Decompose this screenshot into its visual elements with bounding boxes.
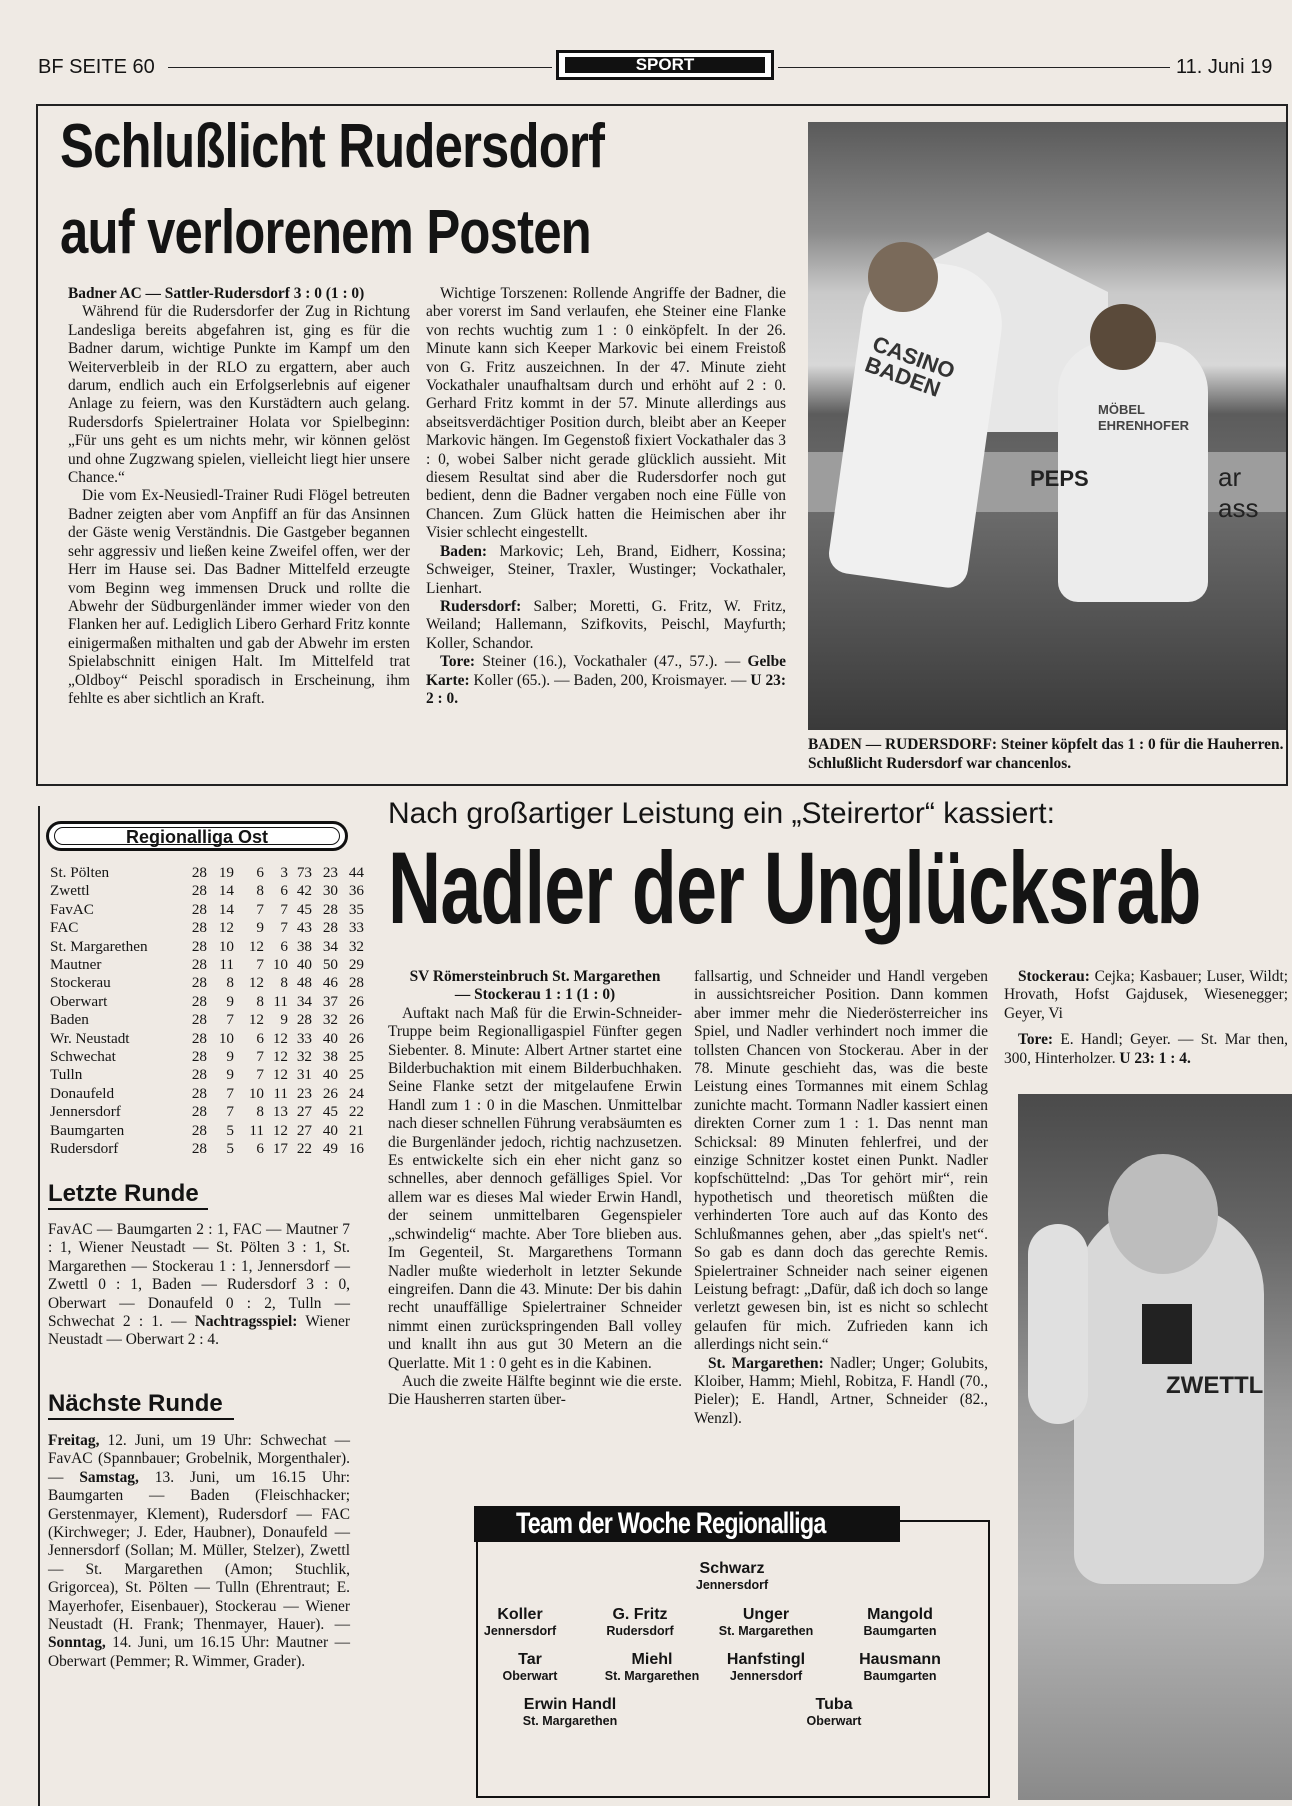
match-line-2: — Stockerau 1 : 1 (1 : 0) [454, 986, 616, 1004]
table-row [50, 1140, 364, 1158]
player-head [1108, 1154, 1218, 1274]
table-cell: 7 [226, 1084, 234, 1102]
lineup-stockerau: Cejka; Kasbauer; Luser, Wildt; Hrovath, Hofst Gajdusek, Wiesenegger; Geyer, Vi [1004, 968, 1288, 1022]
table-cell: 11 [249, 1121, 264, 1139]
player-name: Miehl [631, 1651, 673, 1668]
player-1-head [868, 242, 938, 312]
table-cell: 23 [322, 864, 338, 881]
table-cell: 28 [191, 919, 207, 937]
team-player [825, 1651, 975, 1684]
table-cell: 12 [248, 1011, 264, 1029]
yellow-card: Koller (65.). — Baden, 200, Kroismayer. — [473, 671, 747, 689]
player-2-head [1090, 304, 1156, 370]
table-cell: 28 [191, 1029, 207, 1047]
next-round-title: Nächste Runde [48, 1390, 234, 1420]
team-name: Jennersdorf [50, 1103, 121, 1121]
table-cell: 50 [322, 956, 338, 973]
table-cell: 6 [280, 882, 288, 900]
table-cell: 28 [191, 1048, 207, 1065]
rescheduled-label: Nachtragsspiel: [194, 1313, 298, 1331]
table-cell: 38 [296, 937, 312, 955]
fixtures-saturday: 13. Juni, um 16.15 Uhr: Baumgarten — Baden (Fleischhacker; Gerstenmayer, Klement), Rudersdorf — FAC (Kirchweger; J. Eder, Haubner), Donaufeld — Jennersdorf (Sollan; M. Müller, Stelzer), Zwettl — St. Margarethen (Amon; Stuchlik, Grigorcea), St. Pölten — Tulln (Ehrentraut; E. Mayerhofer, Eisenbauer), Stockerau — Wiener Neustadt (H. Frank; Thenmayer, Hauer). — [48, 1468, 350, 1634]
table-cell: 11 [273, 1084, 288, 1102]
table-cell: 17 [272, 1140, 288, 1157]
table-cell: 16 [348, 1140, 364, 1157]
goals-label: Tore: [440, 653, 476, 671]
table-row [50, 956, 364, 974]
team-name: Wr. Neustadt [50, 1029, 130, 1047]
table-cell: 12 [248, 937, 264, 955]
team-name: Oberwart [50, 992, 108, 1010]
table-cell: 23 [296, 1084, 312, 1102]
player-name: Tar [518, 1651, 542, 1668]
table-cell: 7 [280, 919, 288, 937]
table-cell: 35 [348, 900, 364, 918]
next-round-schedule [48, 1432, 350, 1671]
team-name: Baumgarten [50, 1121, 125, 1139]
table-cell: 25 [348, 1048, 364, 1065]
table-cell: 10 [218, 937, 234, 955]
paragraph: Die vom Ex-Neusiedl-Trainer Rudi Flögel betreuten Badner zeigten aber vom Anpfiff an für das Ansinnen der Gäste wenig Verständnis. Die Gastgeber begannen sehr aggressiv und ließen keine Zweifel offen, wer der Herr im Hause sei. Das Badner Mittelfeld erzeugte vom Beginn weg immensen Druck und rollte die Abwehr der Südburgenländer immer wieder von den Flanken her auf. Lediglich Libero Gerhard Fritz konnte einigermaßen mithalten und gab der Abwehr im ersten Spielabschnitt einigen Halt. Im Mittelfeld trat „Oldboy“ Peischl sporadisch in Erscheinung, ihm fehlte es aber sichtlich an Kraft. [68, 487, 410, 707]
table-cell: 12 [248, 974, 264, 992]
table-cell: 26 [348, 1029, 364, 1047]
fixtures-sunday: 14. Juni, um 16.15 Uhr: Mautner — Oberwart (Pemmer; R. Wimmer, Grader). [48, 1634, 350, 1670]
table-cell: 28 [191, 1084, 207, 1102]
shirt-text-2: MÖBEL EHRENHOFER [1098, 402, 1190, 433]
table-cell: 49 [322, 1140, 338, 1157]
last-round-text: FavAC — Baumgarten 2 : 1, FAC — Mautner 7 : 1, Wiener Neustadt — St. Pölten 3 : 1, St. Margarethen — Stockerau 1 : 1, Jennersdorf — Zwettl 0 : 1, Baden — Rudersdorf 3 : 0, Oberwart — Donaufeld 0 : 2, Tulln — Schwechat 2 : 1. — [48, 1221, 350, 1331]
match-result: Badner AC — Sattler-Rudersdorf 3 : 0 (1 : 0) [68, 285, 365, 302]
table-row [50, 919, 364, 937]
page-number: BF SEITE 60 [38, 56, 155, 78]
table-cell: 9 [226, 1048, 234, 1065]
table-cell: 28 [322, 919, 338, 937]
table-cell: 27 [296, 1121, 312, 1139]
team-name: St. Pölten [50, 864, 110, 881]
table-cell: 6 [256, 1029, 264, 1047]
table-cell: 42 [296, 882, 312, 900]
table-cell: 44 [348, 864, 364, 881]
table-cell: 28 [191, 1103, 207, 1121]
table-cell: 8 [256, 992, 264, 1010]
table-cell: 73 [296, 864, 312, 881]
table-cell: 12 [272, 1029, 288, 1047]
table-cell: 13 [272, 1103, 288, 1121]
table-cell: 7 [256, 900, 264, 918]
table-row [50, 937, 364, 956]
table-cell: 32 [348, 937, 364, 955]
player-club: Baumgarten [863, 1669, 937, 1683]
table-cell: 5 [226, 1140, 234, 1157]
shirt-text-1: CASINO BADEN [861, 330, 959, 402]
table-cell: 8 [280, 974, 288, 992]
table-cell: 14 [218, 882, 234, 900]
table-cell: 45 [296, 900, 312, 918]
table-cell: 12 [272, 1121, 288, 1139]
table-cell: 19 [218, 864, 234, 881]
table-cell: 28 [191, 1140, 207, 1157]
team-name: Zwettl [50, 882, 90, 900]
table-cell: 7 [256, 1048, 264, 1065]
day-label: Sonntag, [48, 1634, 106, 1652]
league-table-title: Regionalliga Ost [54, 827, 340, 845]
team-name: Mautner [50, 956, 102, 973]
player-name: Schwarz [699, 1560, 765, 1577]
lineup-baden: Markovic; Leh, Brand, Eidherr, Kossina; Schweiger, Steiner, Traxler, Wustinger; Vockathaler, Lienhart. [426, 542, 787, 597]
player-club: Jennersdorf [483, 1624, 557, 1638]
lineup-label: Stockerau: [1018, 968, 1090, 985]
player-name: G. Fritz [612, 1606, 668, 1623]
table-row [50, 1084, 364, 1103]
table-cell: 10 [218, 1029, 234, 1047]
table-cell: 46 [322, 974, 338, 992]
day-label: Freitag, [48, 1432, 100, 1449]
player-name: Hausmann [859, 1651, 941, 1668]
table-cell: 22 [296, 1140, 312, 1157]
table-cell: 7 [226, 1103, 234, 1121]
goals: E. Handl; Geyer. — St. Mar then, 300, Hinterholzer. [1004, 1031, 1288, 1067]
match-line-1: SV Römersteinbruch St. Margarethen [409, 968, 661, 985]
u23-result: U 23: 2 : 0. [426, 671, 786, 707]
banner-text: PEPS [1030, 466, 1089, 491]
table-cell: 6 [256, 1140, 264, 1157]
team-name: Baden [50, 1011, 89, 1029]
table-cell: 7 [256, 956, 264, 973]
table-cell: 28 [191, 956, 207, 973]
team-player [652, 1560, 812, 1593]
team-player [774, 1696, 894, 1729]
headline-line-2: auf verlorenem Posten [60, 198, 591, 267]
table-cell: 28 [191, 900, 207, 918]
lineup-label: Baden: [440, 542, 488, 560]
player-name: Mangold [867, 1606, 933, 1623]
table-cell: 38 [322, 1048, 338, 1065]
table-cell: 12 [272, 1048, 288, 1065]
paragraph: fallsartig, und Schneider und Handl vergeben in aussichtsreicher Position. Dann kommen aber immer mehr die Niederösterreicher ins Spiel, und Nadler verhindert noch immer die tollsten Chancen von Stockerau. Aber in der 78. Minute geschieht das, was die beste Leistung eines Tormannes mit einem Schlag zunichte macht. Tormann Nadler kassiert einen direkten Corner zum 1 : 1. Das nennt man Schicksal: 89 Minuten fehlerfrei, und der einzige Schnitzer kostet einen Punkt. Nadler kopfschüttelnd: „Das Tor gehört mir“, rein hypothetisch und theoretisch müßten die verhinderten Tore auch auf das Konto des Schlußmannes gehen, aber „das spielt's net“. So gab es dann doch das gerechte Remis. Spielertrainer Schneider nach seiner eigenen Leistung befragt: „Dafür, daß ich doch so lange verletzt gewesen bin, ist es nicht so schlecht gelaufen für mich. Zufrieden kann ich allerdings nicht sein.“ [694, 968, 988, 1354]
table-cell: 26 [348, 1011, 364, 1029]
table-row [50, 1066, 364, 1084]
table-cell: 45 [322, 1103, 338, 1121]
table-cell: 40 [322, 1029, 338, 1047]
match-photo [808, 122, 1286, 730]
day-label: Samstag, [79, 1468, 139, 1486]
table-cell: 27 [296, 1103, 312, 1121]
table-row [50, 882, 364, 900]
table-cell: 7 [256, 1066, 264, 1084]
player-club: Jennersdorf [695, 1578, 769, 1592]
banner-text-2: ar ass [1218, 462, 1259, 523]
article2-column-1 [388, 968, 682, 1410]
table-cell: 9 [226, 1066, 234, 1084]
rescheduled-result: Wiener Neustadt — Oberwart 2 : 4. [48, 1313, 350, 1349]
table-cell: 28 [296, 1011, 312, 1029]
table-cell: 26 [348, 992, 364, 1010]
table-cell: 8 [256, 1103, 264, 1121]
table-cell: 28 [191, 974, 207, 992]
team-player [825, 1606, 975, 1639]
article2-headline: Nadler der Unglücksrab [388, 831, 1201, 945]
article1-column-2 [426, 285, 786, 708]
table-cell: 6 [280, 937, 288, 955]
table-cell: 28 [191, 992, 207, 1010]
table-cell: 14 [218, 900, 234, 918]
team-name: FavAC [50, 900, 94, 918]
table-cell: 9 [226, 992, 234, 1010]
lineup-label: St. Margarethen: [708, 1354, 824, 1372]
team-name: St. Margarethen [50, 937, 148, 955]
goals-label: Tore: [1018, 1031, 1054, 1049]
team-of-week-header [474, 1506, 900, 1542]
table-cell: 32 [322, 1011, 338, 1029]
table-row [50, 864, 364, 882]
table-row [50, 1029, 364, 1048]
fixtures-friday: 12. Juni, um 19 Uhr: Schwechat — FavAC (Spannbauer; Grobelnik, Morgenthaler). — [48, 1432, 350, 1486]
table-cell: 33 [348, 919, 364, 937]
section-label: SPORT [565, 57, 765, 73]
table-cell: 22 [348, 1103, 364, 1121]
team-name: Schwechat [50, 1048, 116, 1065]
table-row [50, 1011, 364, 1029]
team-name: FAC [50, 919, 79, 937]
article1-column-1 [68, 285, 410, 708]
table-cell: 43 [296, 919, 312, 937]
last-round-results [48, 1221, 350, 1350]
table-cell: 8 [256, 882, 264, 900]
table-cell: 28 [348, 974, 364, 992]
team-of-week-title: Team der Woche Regionalliga [516, 1507, 826, 1540]
table-row [50, 900, 364, 919]
table-cell: 48 [296, 974, 312, 992]
player-club: Oberwart [502, 1669, 558, 1683]
table-row [50, 974, 364, 992]
table-cell: 36 [348, 882, 364, 900]
team-player [485, 1696, 655, 1729]
header-rule-right [778, 67, 1170, 68]
paragraph: Auftakt nach Maß für die Erwin-Schneider-Truppe beim Regionalligaspiel Fünfter gegen Siebenter. 8. Minute: Albert Artner startet eine Bilderbuchaktion mit einem Bilderbuchhaken. Seine Flanke setzt der mitgelaufene Erwin Handl zum 1 : 0 in die Maschen. Unmittelbar nach dieser schnellen Führung verabsäumten es die Burgenländer jedoch, richtig nachzusetzen. Es entwickelte sich ein eher nicht ganz so schnelles, aber dennoch gefälliges Spiel. Vor allem war es dieses Mal wieder Erwin Handl, der seinem unmittelbaren Gegenspieler „schwindelig“ machte. Aber Tore blieben aus. Im Gegenteil, St. Margarethens Tormann Nadler mußte wiederholt in letzter Sekunde eingreifen. Dann die 43. Minute: Der bis dahin recht unauffällige Spielertrainer Schneider nimmt einen zurückspringenden Ball volley und knallt ihn aus gut 30 Metern an die Querlatte. Mit 1 : 0 geht es in die Kabinen. [388, 1004, 682, 1372]
table-row [50, 992, 364, 1011]
table-cell: 3 [280, 864, 288, 881]
table-cell: 12 [218, 919, 234, 937]
table-cell: 29 [348, 956, 364, 973]
paragraph: Auch die zweite Hälfte beginnt wie die erste. Die Hausherren starten über- [388, 1372, 682, 1409]
player-photo [1018, 1094, 1292, 1800]
table-cell: 9 [256, 919, 264, 937]
table-cell: 21 [348, 1121, 364, 1139]
player-name: Hanfstingl [726, 1651, 806, 1668]
goals: Steiner (16.), Vockathaler (47., 57.). — [482, 653, 741, 671]
table-cell: 32 [296, 1048, 312, 1065]
table-cell: 25 [348, 1066, 364, 1084]
table-cell: 34 [322, 937, 338, 955]
table-cell: 5 [226, 1121, 234, 1139]
headline-line-1: Schlußlicht Rudersdorf [60, 112, 605, 181]
player-club: Jennersdorf [729, 1669, 803, 1683]
table-cell: 6 [256, 864, 264, 881]
shirt-logo [1142, 1304, 1192, 1364]
table-cell: 40 [296, 956, 312, 973]
yellow-card-label: Gelbe Karte: [426, 653, 786, 689]
table-cell: 28 [191, 882, 207, 900]
article2-column-3 [1004, 968, 1288, 1068]
table-cell: 11 [219, 956, 234, 973]
table-row [50, 1121, 364, 1140]
table-cell: 7 [280, 900, 288, 918]
player-club: St. Margarethen [604, 1669, 700, 1683]
header-rule-left [168, 67, 552, 68]
table-cell: 28 [191, 1066, 207, 1084]
last-round-title: Letzte Runde [48, 1180, 208, 1210]
table-cell: 28 [191, 1011, 207, 1029]
table-cell: 28 [191, 937, 207, 955]
shirt-sponsor-text: ZWETTL [1166, 1372, 1264, 1399]
table-cell: 40 [322, 1121, 338, 1139]
paragraph: Während für die Rudersdorfer der Zug in Richtung Landesliga bereits abgefahren ist, ging es für die Badner darum, wichtige Punkte im Kampf um den Weiterverbleib in der RLO zu ergattern, aber auch darum, endlich auch ein Erfolgserlebnis auf eigener Anlage zu feiern, was den Kurstädtern auch gelang. Rudersdorfs Spielertrainer Holata vor Spielbeginn: „Für uns geht es um nichts mehr, wir können gelöst und ohne Zugzwang spielen, vielleicht liegt hier unsere Chance.“ [68, 303, 410, 487]
article2-kicker: Nach großartiger Leistung ein „Steirertor“ kassiert: [388, 797, 1055, 830]
lineup-st-margarethen: Nadler; Unger; Golubits, Kloiber, Hamm; Miehl, Robitza, F. Handl (70., Pieler); E. Handl, Artner, Schneider (82., Wenzl). [694, 1354, 988, 1427]
table-cell: 30 [322, 882, 338, 900]
player-club: Baumgarten [863, 1624, 937, 1638]
team-name: Rudersdorf [50, 1140, 119, 1157]
player-club: St. Margarethen [718, 1624, 814, 1638]
player-name: Koller [497, 1606, 543, 1623]
player-club: Rudersdorf [606, 1624, 674, 1638]
table-cell: 10 [272, 956, 288, 973]
table-cell: 7 [226, 1011, 234, 1029]
table-cell: 28 [191, 864, 207, 881]
lineup-rudersdorf: Salber; Moretti, G. Fritz, W. Fritz, Weiland; Hallemann, Szifkovits, Peischl, Mayfurth; Koller, Schandor. [426, 597, 786, 652]
table-cell: 9 [280, 1011, 288, 1029]
section-label-box [556, 50, 774, 80]
player-club: St. Margarethen [522, 1714, 618, 1728]
player-name: Unger [742, 1606, 790, 1623]
issue-date: 11. Juni 19 [1176, 56, 1273, 78]
lineup-label: Rudersdorf: [440, 597, 522, 615]
paragraph: Wichtige Torszenen: Rollende Angriffe der Badner, die aber vorerst im Sand verlaufen, ehe Steiner eine Flanke von rechts wuchtig zum 1 : 0 einköpfelt. In der 26. Minute kann sich Keeper Markovic bei einem Freistoß von G. Fritz auszeichnen. In der 47. Minute zieht Vockathaler unaufhaltsam durch und erhöht auf 2 : 0. Gerhard Fritz kommt in der 57. Minute allerdings aus abseitsverdächtiger Position durch, bleibt aber an Keeper Markovic hängen. Im Gegenstoß fixiert Vockathaler das 3 : 0, wobei Salber nicht gerade glücklich aussieht. Mit diesem Resultat sind aber die Rudersdorfer noch gut bedient, denn die Badner vergaben noch eine Fülle von Chancen. Zum Glück hatten die Heimischen aber ihr Visier schlecht eingestellt. [426, 285, 786, 542]
table-cell: 37 [322, 992, 338, 1010]
league-table-title-box [46, 821, 348, 851]
table-row [50, 1048, 364, 1066]
player-name: Erwin Handl [523, 1696, 617, 1713]
player-name: Tuba [815, 1696, 853, 1713]
table-cell: 8 [226, 974, 234, 992]
u23-result: U 23: 1 : 4. [1119, 1049, 1191, 1067]
table-cell: 40 [322, 1066, 338, 1084]
table-cell: 28 [322, 900, 338, 918]
table-row [50, 1103, 364, 1121]
table-cell: 24 [348, 1084, 364, 1102]
team-name: Stockerau [50, 974, 111, 992]
team-name: Donaufeld [50, 1084, 115, 1102]
table-cell: 34 [296, 992, 312, 1010]
table-cell: 10 [248, 1084, 264, 1102]
team-name: Tulln [50, 1066, 83, 1084]
table-cell: 31 [296, 1066, 312, 1084]
table-cell: 33 [296, 1029, 312, 1047]
player-club: Oberwart [806, 1714, 862, 1728]
table-cell: 28 [191, 1121, 207, 1139]
table-cell: 12 [272, 1066, 288, 1084]
photo-caption: BADEN — RUDERSDORF: Steiner köpfelt das 1 : 0 für die Hauherren. Schlußlicht Rudersdorf war chancenlos. [808, 736, 1284, 772]
table-cell: 26 [322, 1084, 338, 1102]
background-player [1028, 1224, 1088, 1424]
table-cell: 11 [273, 992, 288, 1010]
article2-column-2 [694, 968, 988, 1428]
